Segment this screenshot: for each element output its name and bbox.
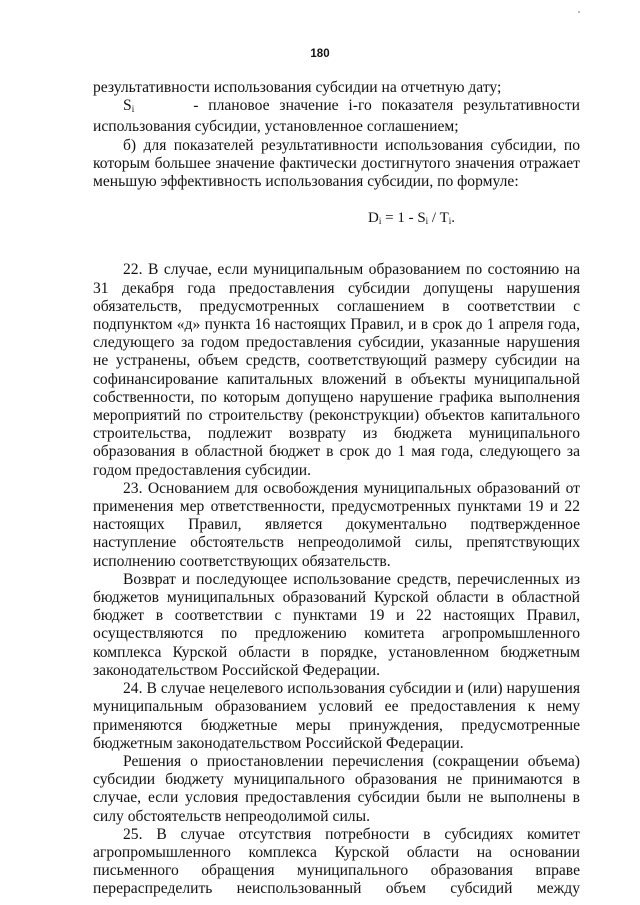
definition-s-text1: - плановое значение i-го показателя результативности [193,97,581,115]
paragraph-25: 25. В случае отсутствия потребности в субсидиях комитет агропромышленного комплекса Курской области на основании письменного обращения муниципального образования вправе перераспределить неиспользованный объем субсидий между [93,825,580,898]
paragraph-22: 22. В случае, если муниципальным образованием по состоянию на 31 декабря года предоставления субсидии допущены нарушения обязательств, предусмотренных соглашением в соответствии с подпунктом «д» пункта 16 настоящих Правил, и в срок до 1 апреля года, следующего за годом предоставления субсидии, указанные нарушения не устранены, объем средств, соответствующий размеру субсидии на софинансирование капитальных вложений в объекты муниципальной собственности, по которым допущено нарушение графика выполнения мероприятий по строительству (реконструкции) объектов капитального строительства, подлежит возврату из бюджета муниципального образования в областной бюджет в срок до 1 мая года, следующего за годом предоставления субсидии. [93,261,580,479]
paragraph-24: 24. В случае нецелевого использования субсидии и (или) нарушения муниципальным образованием условий ее предоставления к нему применяются бюджетные меры принуждения, предусмотренные бюджетным законодательством Российской Федерации. [93,680,580,752]
symbol-s: $S_i$ [123,97,135,115]
definition-s-text2: использования субсидии, установленное соглашением; [93,118,459,136]
paragraph-b: б) для показателей результативности использования субсидии, по которым большее значение фактически достигнутого значения отражает меньшую эффективность использования субсидии, по формуле: [93,136,580,191]
page-number: 180 [310,48,330,60]
paragraph-23: 23. Основанием для освобождения муниципальных образований от применения мер ответственности, предусмотренных пунктами 19 и 22 настоящих Правил, является документально подтвержденное наступление обстоятельств непреодолимой силы, препятствующих исполнению соответствующих обязательств. [93,479,580,570]
formula: $D_i = 1 - S_i / T_i$. [368,210,455,227]
paragraph-23-return: Возврат и последующее использование средств, перечисленных из бюджетов муниципальных образований Курской области в областной бюджет в соответствии с пунктами 19 и 22 настоящих Правил, осуществляются по предложению комитета агропромышленного комплекса Курской области в порядке, установленном бюджетным законодательством Российской Федерации. [93,570,580,679]
scan-speck [578,11,580,13]
paragraph-continuation: результативности использования субсидии на отчетную дату; [93,79,502,96]
paragraph-24-decisions: Решения о приостановлении перечисления (сокращении объема) субсидии бюджету муниципального образования не принимаются в случае, если условия предоставления субсидии были не выполнены в силу обстоятельств непреодолимой силы. [93,752,580,825]
definition-s [93,97,580,136]
definition-s-line1 [93,97,580,118]
document-body [93,79,580,899]
